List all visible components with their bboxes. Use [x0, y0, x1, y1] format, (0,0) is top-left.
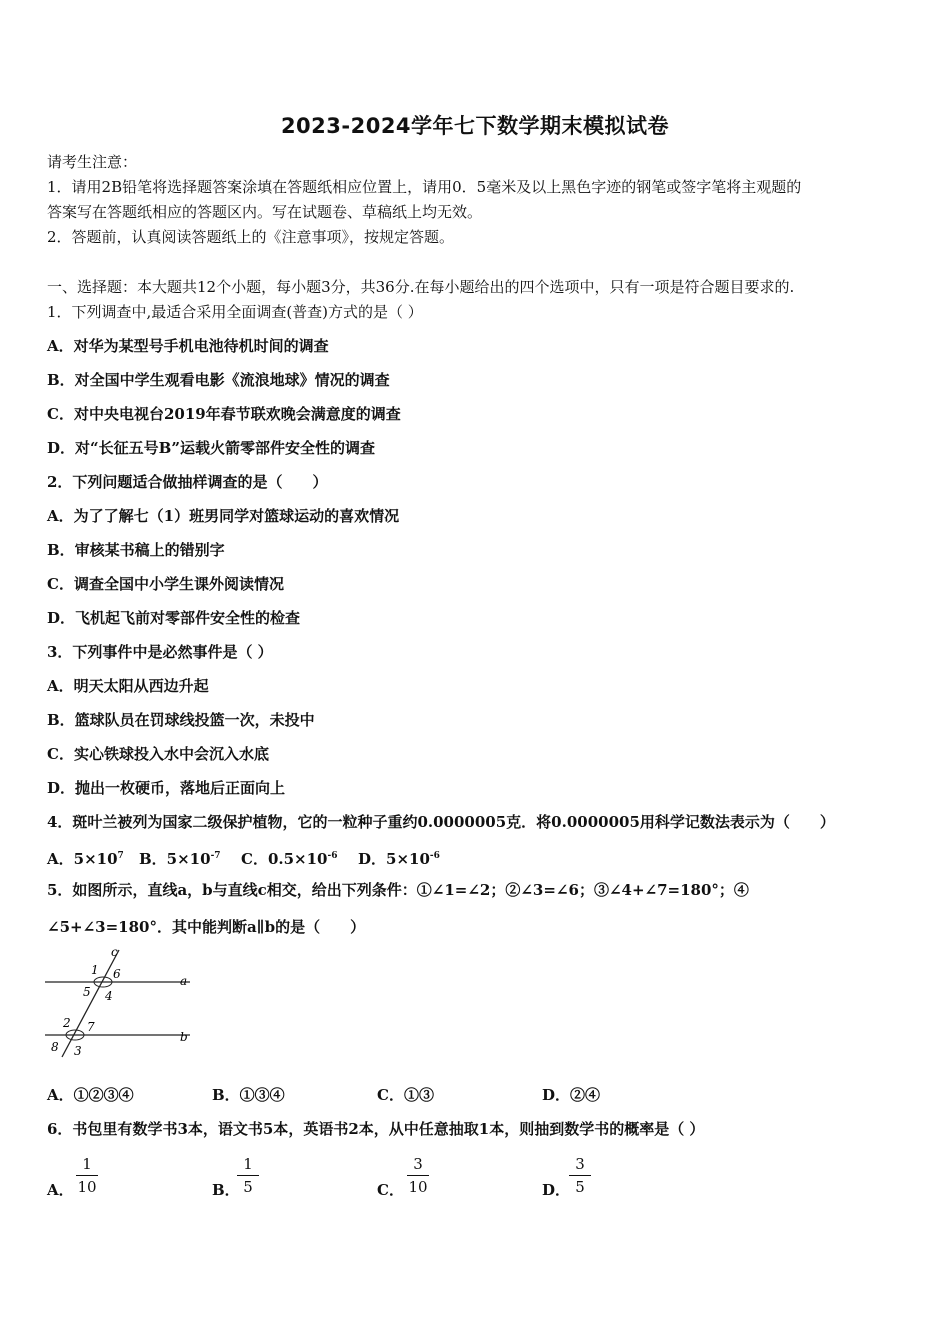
notice-heading: 请考生注意：: [47, 153, 138, 171]
q4-stem: 4．斑叶兰被列为国家二级保护植物，它的一粒种子重约0.0000005克．将0.0000005用科学记数法表示为（ ）: [47, 813, 835, 831]
q4-option-d-base: D．5×10: [358, 850, 430, 868]
exam-title: 2023-2024学年七下数学期末模拟试卷: [280, 114, 670, 138]
notice-line-1: 1．请用2B铅笔将选择题答案涂填在答题纸相应位置上，请用0．5毫米及以上黑色字迹的钢笔或签字笔将主观题的: [47, 178, 802, 196]
q2-option-a: A．为了了解七（1）班男同学对篮球运动的喜欢情况: [47, 507, 400, 525]
q1-stem: 1．下列调查中,最适合采用全面调查(普查)方式的是（ ）: [47, 303, 423, 321]
q5-stem-line-2: ∠5+∠3=180°．其中能判断a∥b的是（ ）: [47, 918, 366, 936]
fraction-bar: [569, 1175, 591, 1176]
q6-option-d-numerator: 3: [575, 1155, 585, 1173]
q6-option-c-numerator: 3: [413, 1155, 423, 1173]
q6-option-c-fraction: [403, 1154, 433, 1197]
q6-option-b-numerator: 1: [243, 1155, 253, 1173]
label-angle-3: 3: [74, 1044, 82, 1058]
q6-option-a-denominator: 10: [77, 1178, 97, 1196]
q6-stem: 6．书包里有数学书3本，语文书5本，英语书2本，从中任意抽取1本，则抽到数学书的概率是（ ）: [47, 1120, 705, 1138]
q6-option-b-denominator: 5: [243, 1178, 253, 1196]
label-c: c: [111, 945, 118, 959]
q6-option-c-denominator: 10: [408, 1178, 428, 1196]
q2-option-c: C．调查全国中小学生课外阅读情况: [47, 575, 284, 593]
label-angle-1: 1: [91, 963, 99, 977]
q1-option-d: D．对“长征五号B”运载火箭零部件安全性的调查: [47, 439, 375, 457]
fraction-bar: [76, 1175, 98, 1176]
q6-option-d-label: D．: [542, 1181, 571, 1199]
q3-option-d: D．抛出一枚硬币，落地后正面向上: [47, 779, 286, 797]
label-a: a: [180, 974, 188, 988]
notice-line-3: 2．答题前，认真阅读答题纸上的《注意事项》，按规定答题。: [47, 228, 455, 246]
q4-option-a-exponent: 7: [117, 851, 124, 861]
q6-option-a-label: A．: [47, 1181, 74, 1199]
q5-option-b: B．①③④: [212, 1086, 285, 1104]
q3-stem: 3．下列事件中是必然事件是（ ）: [47, 643, 273, 661]
q4-option-d: [358, 846, 440, 869]
label-angle-5: 5: [83, 985, 91, 999]
label-angle-2: 2: [63, 1016, 71, 1030]
label-angle-7: 7: [87, 1020, 95, 1034]
q5-option-a: A．①②③④: [47, 1086, 134, 1104]
q6-option-d-fraction: [565, 1154, 595, 1197]
q4-option-d-exponent: -6: [429, 851, 440, 861]
q4-option-b-exponent: -7: [210, 851, 221, 861]
q6-option-a-numerator: 1: [82, 1155, 92, 1173]
q4-option-c: [241, 846, 337, 869]
q1-option-b: B．对全国中学生观看电影《流浪地球》情况的调查: [47, 371, 390, 389]
q5-option-c: C．①③: [377, 1086, 434, 1104]
q4-option-a: [47, 846, 124, 869]
q6-option-d-denominator: 5: [575, 1178, 585, 1196]
q5-stem-line-1: 5．如图所示，直线a，b与直线c相交，给出下列条件：①∠1=∠2；②∠3=∠6；③∠4+∠7=180°；④: [47, 881, 749, 899]
label-angle-6: 6: [113, 967, 121, 981]
q4-option-c-exponent: -6: [327, 851, 338, 861]
q2-stem: 2．下列问题适合做抽样调查的是（ ）: [47, 473, 328, 491]
label-angle-8: 8: [51, 1040, 59, 1054]
q6-option-c-label: C．: [377, 1181, 404, 1199]
q5-figure: [40, 945, 195, 1060]
notice-line-2: 答案写在答题纸相应的答题区内。写在试题卷、草稿纸上均无效。: [47, 203, 483, 221]
fraction-bar: [237, 1175, 259, 1176]
label-angle-4: 4: [105, 989, 113, 1003]
q6-option-a-fraction: [72, 1154, 102, 1197]
q6-option-b-fraction: [233, 1154, 263, 1197]
fraction-bar: [407, 1175, 429, 1176]
q3-option-c: C．实心铁球投入水中会沉入水底: [47, 745, 269, 763]
q4-option-b: [139, 846, 221, 869]
q3-option-b: B．篮球队员在罚球线投篮一次，未投中: [47, 711, 315, 729]
q6-option-b-label: B．: [212, 1181, 240, 1199]
q4-option-a-base: A．5×10: [47, 850, 118, 868]
section-heading: 一、选择题：本大题共12个小题，每小题3分，共36分.在每小题给出的四个选项中，只有一项是符合题目要求的.: [47, 278, 795, 296]
q1-option-a: A．对华为某型号手机电池待机时间的调查: [47, 337, 329, 355]
q3-option-a: A．明天太阳从西边升起: [47, 677, 209, 695]
q1-option-c: C．对中央电视台2019年春节联欢晚会满意度的调查: [47, 405, 401, 423]
q2-option-b: B．审核某书稿上的错别字: [47, 541, 225, 559]
label-b: b: [180, 1030, 188, 1044]
q5-option-d: D．②④: [542, 1086, 601, 1104]
q2-option-d: D．飞机起飞前对零部件安全性的检查: [47, 609, 301, 627]
q4-option-b-base: B．5×10: [139, 850, 211, 868]
q4-option-c-base: C．0.5×10: [241, 850, 328, 868]
